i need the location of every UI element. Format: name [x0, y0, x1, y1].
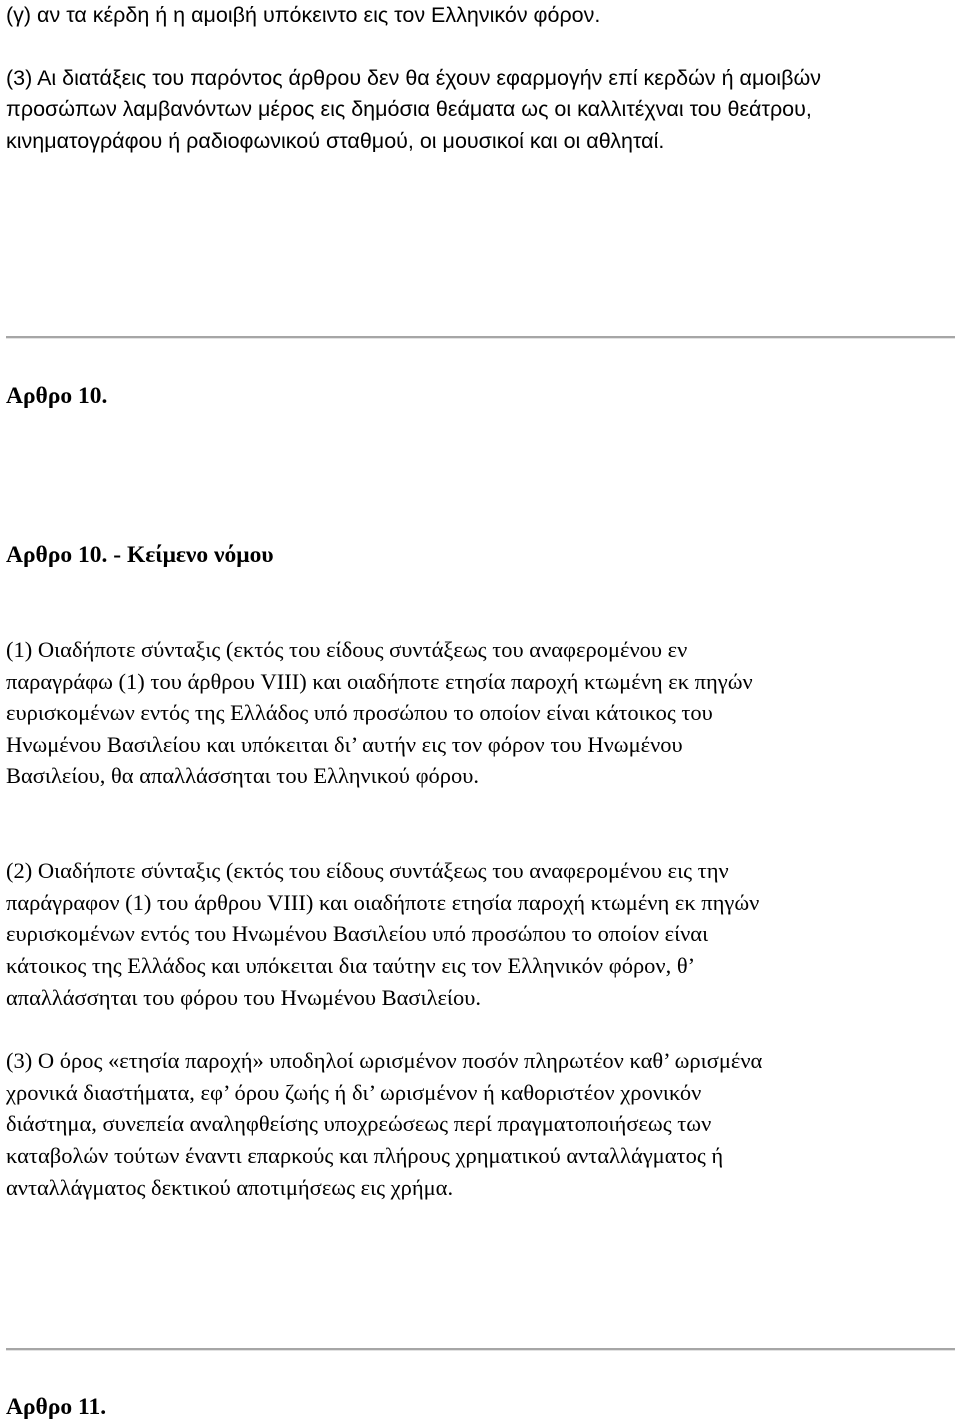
- paragraph-line: ευρισκομένων εντός του Ηνωμένου Βασιλείου υπό προσώπου το οποίον είναι: [6, 921, 709, 946]
- paragraph-line: (1) Οιαδήποτε σύνταξις (εκτός του είδους συντάξεως του αναφερομένου εν: [6, 637, 688, 662]
- paragraph-line: διάστημα, συνεπεία αναληφθείσης υποχρεώσεως περί πραγματοποιήσεως των: [6, 1111, 712, 1136]
- paragraph-line: απαλλάσσηται του φόρου του Ηνωμένου Βασιλείου.: [6, 985, 482, 1010]
- horizontal-divider: [6, 336, 955, 339]
- paragraph-line: παράγραφον (1) του άρθρου VIII) και οιαδήποτε ετησία παροχή κτωμένη εκ πηγών: [6, 890, 760, 915]
- article-10-title: Αρθρο 10.: [6, 383, 108, 409]
- paragraph-line: προσώπων λαμβανόντων μέρος εις δημόσια θεάματα ως οι καλλιτέχναι του θεάτρου,: [6, 97, 812, 121]
- item-g-text: (γ) αν τα κέρδη ή η αμοιβή υπόκειντο εις τον Ελληνικόν φόρον.: [6, 3, 601, 27]
- paragraph-line: Βασιλείου, θα απαλλάσσηται του Ελληνικού φόρου.: [6, 763, 480, 788]
- paragraph-line: παραγράφω (1) του άρθρου VIII) και οιαδήποτε ετησία παροχή κτωμένη εκ πηγών: [6, 669, 753, 694]
- paragraph-line: καταβολών τούτων έναντι επαρκούς και πλήρους χρηματικού ανταλλάγματος ή: [6, 1143, 724, 1168]
- paragraph-line: ευρισκομένων εντός της Ελλάδος υπό προσώπου το οποίον είναι κάτοικος του: [6, 700, 713, 725]
- article-10-subtitle: Αρθρο 10. - Κείμενο νόμου: [6, 542, 274, 568]
- paragraph-line: (3) Αι διατάξεις του παρόντος άρθρου δεν θα έχουν εφαρμογήν επί κερδών ή αμοιβών: [6, 66, 821, 90]
- paragraph-line: Ηνωμένου Βασιλείου και υπόκειται δι’ αυτήν εις τον φόρον του Ηνωμένου: [6, 732, 683, 757]
- paragraph-line: (3) Ο όρος «ετησία παροχή» υποδηλοί ωρισμένον ποσόν πληρωτέον καθ’ ωρισμένα: [6, 1048, 763, 1073]
- paragraph-line: χρονικά διαστήματα, εφ’ όρου ζωής ή δι’ ωρισμένον ή καθοριστέον χρονικόν: [6, 1080, 702, 1105]
- paragraph-line: κινηματογράφου ή ραδιοφωνικού σταθμού, οι μουσικοί και οι αθληταί.: [6, 129, 665, 153]
- paragraph-line: κάτοικος της Ελλάδος και υπόκειται δια ταύτην εις τον Ελληνικόν φόρον, θ’: [6, 953, 696, 978]
- paragraph-line: (2) Οιαδήποτε σύνταξις (εκτός του είδους συντάξεως του αναφερομένου εις την: [6, 858, 729, 883]
- article-11-title: Αρθρο 11.: [6, 1394, 107, 1420]
- paragraph-line: ανταλλάγματος δεκτικού αποτιμήσεως εις χρήμα.: [6, 1175, 454, 1200]
- horizontal-divider: [6, 1348, 955, 1351]
